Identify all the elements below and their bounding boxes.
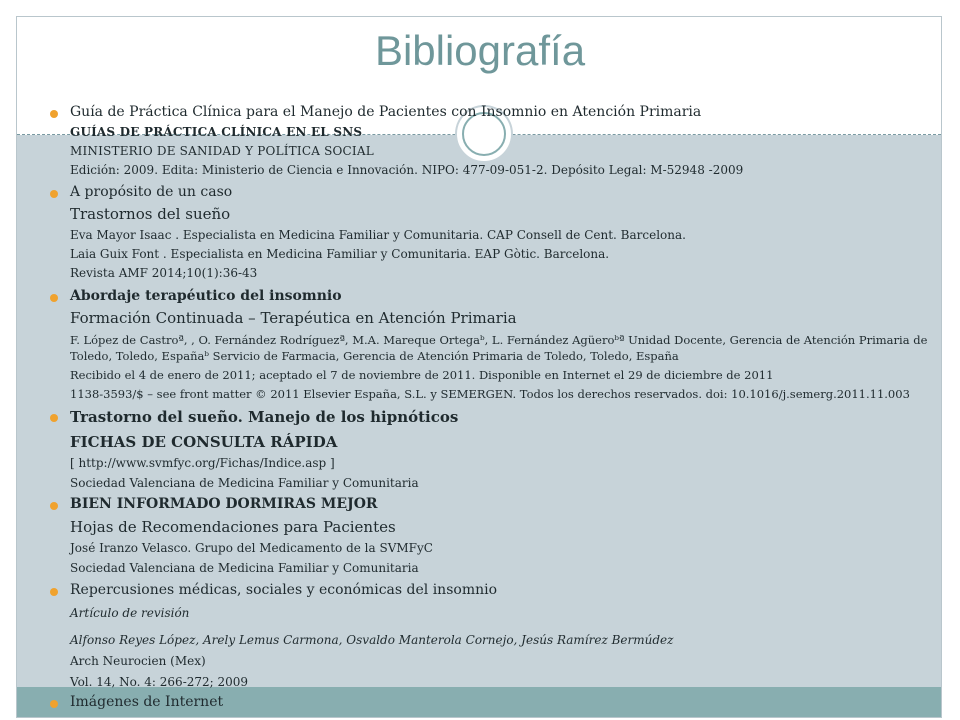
- ref-5-line-1: José Iranzo Velasco. Grupo del Medicamento de la SVMFyC: [70, 541, 433, 555]
- ref-1-line-2: MINISTERIO DE SANIDAD Y POLÍTICA SOCIAL: [70, 144, 374, 158]
- ref-1-line-1: GUÍAS DE PRÁCTICA CLÍNICA EN EL SNS: [70, 125, 363, 139]
- slide-title: Bibliografía: [374, 27, 586, 74]
- ref-3-line-1: F. López de Castroª, , O. Fernández Rodríguezª, M.A. Mareque Ortegaᵇ, L. Fernández Agüeroᵇª Unidad Docente, Gerencia de Atención Primaria de Toledo, Toledo, Españaᵇ Servicio de Farmacia, Gerencia de Atención Primaria de Toledo, Toledo, España: [70, 333, 928, 363]
- ref-6-line-2: Arch Neurocien (Mex): [70, 654, 206, 668]
- ref-5-heading: BIEN INFORMADO DORMIRAS MEJOR: [50, 494, 930, 515]
- ref-4-heading: Trastorno del sueño. Manejo de los hipnóticos: [50, 406, 930, 429]
- ref-6-heading: Repercusiones médicas, sociales y económicas del insomnio: [50, 580, 930, 601]
- ref-3-line-3: 1138-3593/$ – see front matter © 2011 Elsevier España, S.L. y SEMERGEN. Todos los derechos reservados. doi: 10.1016/j.semerg.2011.11.003: [70, 387, 910, 401]
- ref-4-line-2: Sociedad Valenciana de Medicina Familiar y Comunitaria: [70, 476, 419, 490]
- ref-6-subheading: Artículo de revisión: [70, 606, 190, 620]
- ref-6-line-1: Alfonso Reyes López, Arely Lemus Carmona, Osvaldo Manterola Cornejo, Jesús Ramírez Bermúdez: [70, 633, 674, 647]
- ref-1-line-3: Edición: 2009. Edita: Ministerio de Ciencia e Innovación. NIPO: 477-09-051-2. Depósito Legal: M-52948 -2009: [70, 163, 744, 177]
- ref-4-subheading: FICHAS DE CONSULTA RÁPIDA: [70, 433, 338, 451]
- ref-1-heading: Guía de Práctica Clínica para el Manejo de Pacientes con Insomnio en Atención Primaria: [50, 102, 930, 123]
- ref-5-subheading: Hojas de Recomendaciones para Pacientes: [70, 518, 396, 536]
- ref-3-line-2: Recibido el 4 de enero de 2011; aceptado el 7 de noviembre de 2011. Disponible en Internet el 29 de diciembre de 2011: [70, 368, 774, 382]
- ref-3-heading: Abordaje terapéutico del insomnio: [50, 286, 930, 307]
- ref-2-line-3: Revista AMF 2014;10(1):36-43: [70, 266, 258, 280]
- ref-7-heading: Imágenes de Internet: [50, 692, 930, 713]
- ref-5-line-2: Sociedad Valenciana de Medicina Familiar y Comunitaria: [70, 561, 419, 575]
- bibliography-list: [50, 102, 930, 713]
- ref-2-line-1: Eva Mayor Isaac . Especialista en Medicina Familiar y Comunitaria. CAP Consell de Cent. Barcelona.: [70, 228, 686, 242]
- ref-4-link[interactable]: [ http://www.svmfyc.org/Fichas/Indice.asp ]: [70, 456, 335, 470]
- ref-3-subheading: Formación Continuada – Terapéutica en Atención Primaria: [70, 309, 517, 327]
- ref-2-line-2: Laia Guix Font . Especialista en Medicina Familiar y Comunitaria. EAP Gòtic. Barcelona.: [70, 247, 610, 261]
- ref-2-subheading: Trastornos del sueño: [70, 205, 231, 223]
- ref-2-heading: A propósito de un caso: [50, 182, 930, 203]
- ref-6-line-3: Vol. 14, No. 4: 266-272; 2009: [70, 675, 249, 689]
